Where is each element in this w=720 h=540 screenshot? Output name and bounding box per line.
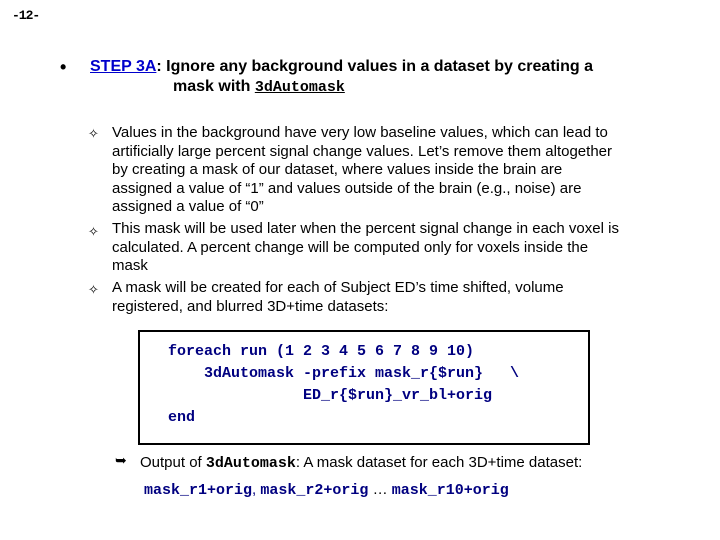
hooked-arrow-icon: ➥ bbox=[115, 452, 127, 468]
mask-dataset-name: mask_r10+orig bbox=[391, 482, 509, 499]
step-heading-continued bbox=[173, 78, 345, 96]
step-heading-text: : Ignore any background values in a dataset by creating a bbox=[156, 58, 593, 75]
text-line: by creating a mask of our dataset, where values inside the brain are bbox=[112, 161, 563, 178]
text-line: registered, and blurred 3D+time datasets: bbox=[112, 297, 389, 315]
step-heading-text-2: mask with bbox=[173, 78, 255, 95]
text-line: assigned a value of “0” bbox=[112, 198, 264, 215]
text-line: Values in the background have very low baseline values, which can lead to bbox=[112, 124, 608, 141]
text-line: A mask will be created for each of Subject ED’s time shifted, volume bbox=[112, 279, 564, 296]
output-command: 3dAutomask bbox=[205, 455, 296, 472]
output-mask-list bbox=[144, 481, 509, 499]
text-line: calculated. A percent change will be computed only for voxels inside the bbox=[112, 238, 589, 256]
code-line: ED_r{$run}_vr_bl+orig bbox=[168, 387, 493, 404]
command-name: 3dAutomask bbox=[254, 79, 345, 96]
output-prefix: Output of bbox=[140, 454, 206, 471]
diamond-bullet-icon: ✧ bbox=[88, 126, 99, 141]
bullet-paragraph-1 bbox=[112, 124, 702, 217]
output-suffix: : A mask dataset for each 3D+time dataset: bbox=[295, 454, 583, 471]
page-number: -12- bbox=[12, 8, 40, 23]
separator: , bbox=[252, 481, 261, 498]
code-block bbox=[138, 330, 590, 445]
code-line: end bbox=[168, 409, 196, 426]
bullet-paragraph-2 bbox=[112, 220, 702, 276]
main-bullet-marker: • bbox=[60, 57, 67, 77]
text-line: artificially large percent signal change values. Let’s remove them altogether bbox=[112, 142, 612, 160]
output-description bbox=[140, 454, 582, 472]
text-line: assigned a value of “1” and values outside of the brain (e.g., noise) are bbox=[112, 179, 582, 197]
code-line: foreach run (1 2 3 4 5 6 7 8 9 10) bbox=[168, 343, 475, 360]
ellipsis: … bbox=[368, 481, 392, 498]
step-label-link[interactable]: STEP 3A bbox=[90, 58, 157, 75]
diamond-bullet-icon: ✧ bbox=[88, 282, 99, 297]
mask-dataset-name: mask_r2+orig bbox=[260, 482, 369, 499]
text-line: This mask will be used later when the percent signal change in each voxel is bbox=[112, 220, 619, 237]
diamond-bullet-icon: ✧ bbox=[88, 224, 99, 239]
step-heading bbox=[90, 58, 593, 76]
code-line: 3dAutomask -prefix mask_r{$run} \ bbox=[168, 365, 520, 382]
text-line: mask bbox=[112, 257, 148, 274]
mask-dataset-name: mask_r1+orig bbox=[144, 482, 253, 499]
bullet-paragraph-3 bbox=[112, 279, 702, 316]
